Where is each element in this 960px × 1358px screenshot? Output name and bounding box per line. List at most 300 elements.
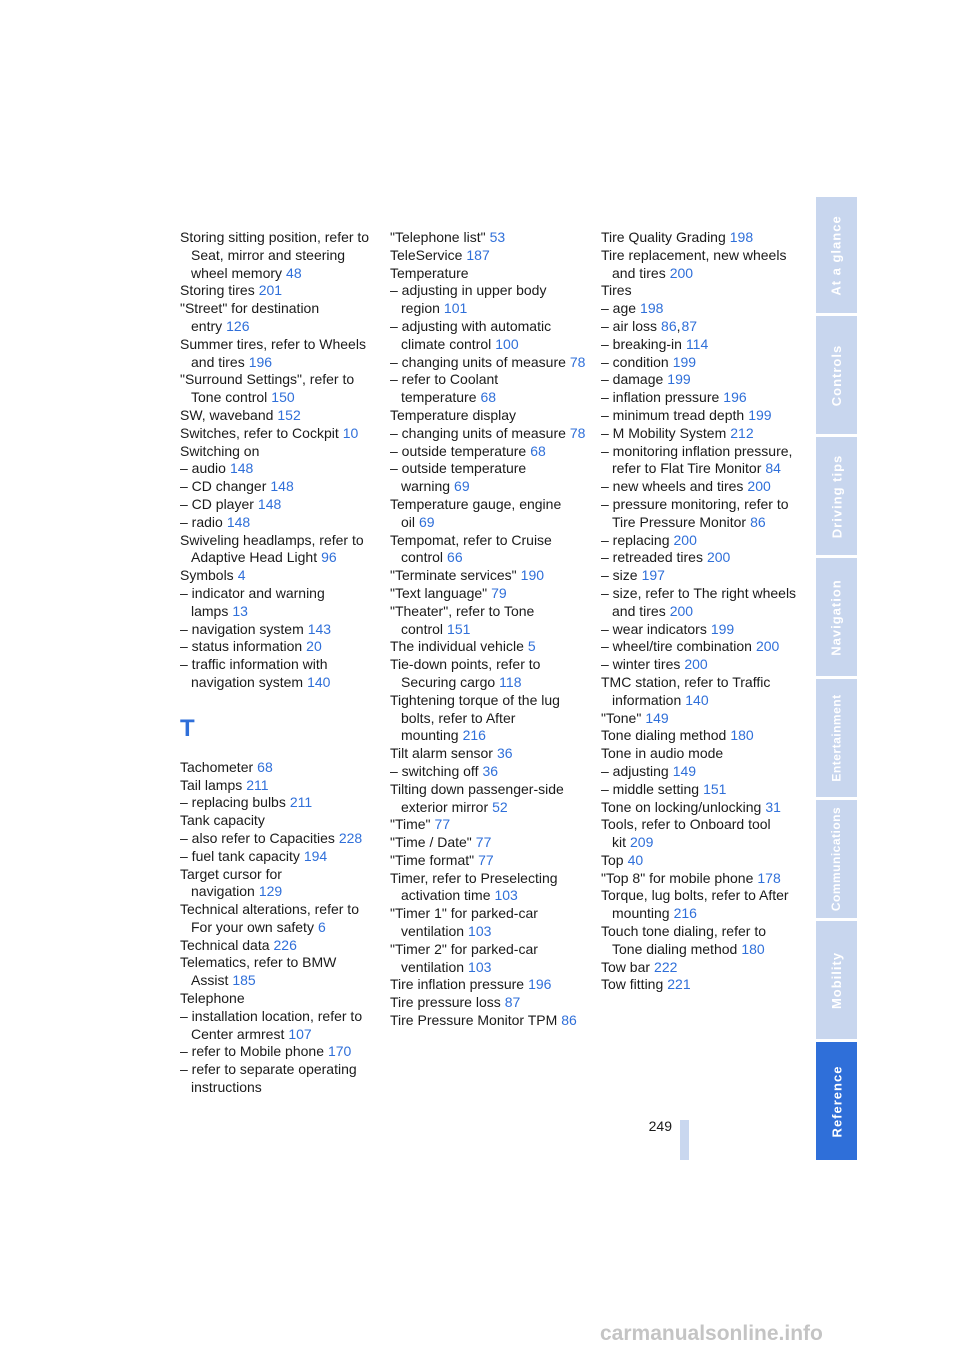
index-entry bbox=[180, 638, 376, 656]
page-link[interactable]: 86 bbox=[561, 1012, 577, 1029]
entry-text: – radio bbox=[180, 513, 223, 530]
entry-text: – installation location, refer to Center armrest bbox=[180, 1007, 363, 1042]
page-link[interactable]: 198 bbox=[729, 229, 754, 245]
index-entry bbox=[180, 514, 376, 532]
page-link[interactable]: 199 bbox=[710, 620, 735, 637]
entry-text: Technical data bbox=[180, 936, 270, 953]
index-entry bbox=[601, 727, 797, 745]
index-entry bbox=[601, 407, 797, 425]
page-link[interactable]: 52 bbox=[492, 798, 508, 815]
page-link[interactable]: 222 bbox=[654, 958, 678, 975]
entry-text: – status information bbox=[180, 638, 303, 655]
page-link[interactable]: 103 bbox=[468, 923, 492, 940]
page-link[interactable]: 31 bbox=[765, 798, 781, 815]
entry-text: Tone in audio mode bbox=[601, 745, 724, 762]
page-link[interactable]: 114 bbox=[685, 335, 709, 352]
entry-text: – outside temperature warning bbox=[390, 460, 527, 495]
index-entry bbox=[601, 674, 797, 710]
index-entry bbox=[390, 852, 586, 870]
index-entry bbox=[390, 905, 586, 941]
entry-text: "Text language" bbox=[390, 584, 488, 601]
page-link[interactable]: 84 bbox=[765, 460, 781, 477]
index-entry bbox=[180, 336, 376, 372]
index-entry bbox=[180, 443, 376, 461]
page-link[interactable]: 200 bbox=[684, 656, 708, 673]
page-link[interactable]: 143 bbox=[307, 620, 332, 637]
entry-text: – navigation system bbox=[180, 620, 304, 637]
page-link[interactable]: 48 bbox=[286, 264, 302, 281]
index-entry bbox=[180, 621, 376, 639]
index-entry bbox=[601, 247, 797, 283]
entry-text: – outside temperature bbox=[390, 442, 527, 459]
page-link[interactable]: 178 bbox=[757, 869, 781, 886]
page-link[interactable]: 200 bbox=[669, 602, 694, 619]
page-link[interactable]: 228 bbox=[338, 829, 363, 846]
index-entry bbox=[601, 389, 797, 407]
page-link[interactable]: 129 bbox=[258, 883, 283, 900]
index-entry bbox=[601, 443, 797, 479]
entry-text: – switching off bbox=[390, 762, 479, 779]
page-link[interactable]: 10 bbox=[342, 424, 359, 441]
entry-text: "Surround Settings", refer to Tone control bbox=[180, 371, 355, 406]
index-entry bbox=[180, 954, 376, 990]
index-entry bbox=[601, 532, 797, 550]
index-entry bbox=[180, 812, 376, 830]
entry-text: "Telephone list" bbox=[390, 229, 486, 245]
entry-text: – CD changer bbox=[180, 478, 267, 495]
page-link[interactable]: 87 bbox=[504, 994, 521, 1011]
entry-text: – changing units of measure bbox=[390, 424, 566, 441]
page-link[interactable]: 68 bbox=[257, 758, 273, 775]
index-entry bbox=[390, 460, 586, 496]
index-entry bbox=[601, 496, 797, 532]
index-entry bbox=[180, 460, 376, 478]
index-entry bbox=[390, 247, 586, 265]
page-link[interactable]: 150 bbox=[271, 389, 295, 406]
entry-text: "Timer 1" for parked-car ventilation bbox=[390, 905, 538, 940]
page-link[interactable]: 199 bbox=[748, 406, 772, 423]
entry-text: – CD player bbox=[180, 495, 254, 512]
index-entry bbox=[180, 407, 376, 425]
index-entry bbox=[601, 282, 797, 300]
entry-text: Target cursor for navigation bbox=[180, 865, 282, 900]
index-entries-s bbox=[180, 229, 376, 692]
index-entry bbox=[601, 781, 797, 799]
entry-text: "Time / Date" bbox=[390, 834, 472, 851]
entry-text: TeleService bbox=[390, 246, 463, 263]
page-link[interactable]: 107 bbox=[288, 1025, 312, 1042]
entry-text: Tow fitting bbox=[601, 976, 664, 993]
index-entries-t bbox=[180, 759, 376, 1097]
index-entry bbox=[180, 848, 376, 866]
entry-text: Tire Quality Grading bbox=[601, 229, 726, 245]
page-link[interactable]: 126 bbox=[226, 317, 250, 334]
entry-text: – changing units of measure bbox=[390, 353, 566, 370]
entry-text: – inflation pressure bbox=[601, 389, 720, 406]
page-link[interactable]: 103 bbox=[494, 887, 518, 904]
page-link[interactable]: 77 bbox=[434, 816, 451, 833]
entry-text: Storing sitting position, refer to Seat, mirror and steering wheel memory bbox=[180, 229, 370, 281]
page-link[interactable]: 199 bbox=[667, 371, 691, 388]
index-entry bbox=[601, 887, 797, 923]
entry-text: – traffic information with navigation system bbox=[180, 656, 328, 690]
index-entry bbox=[601, 425, 797, 443]
entry-text: "Top 8" for mobile phone bbox=[601, 869, 754, 886]
page-link[interactable]: 149 bbox=[645, 709, 669, 726]
index-entry bbox=[180, 532, 376, 568]
index-entry bbox=[601, 318, 797, 336]
index-entry bbox=[390, 532, 586, 568]
index-entry bbox=[601, 976, 797, 994]
page-link[interactable]: 140 bbox=[685, 691, 709, 708]
index-entry bbox=[390, 1012, 586, 1030]
entry-text: Tone dialing method bbox=[601, 727, 727, 744]
page-link[interactable]: 197 bbox=[641, 567, 665, 584]
index-entry bbox=[390, 407, 586, 425]
index-entry bbox=[601, 799, 797, 817]
entry-text: – M Mobility System bbox=[601, 424, 727, 441]
index-column-1 bbox=[180, 229, 376, 1097]
index-entry bbox=[180, 830, 376, 848]
index-entry bbox=[601, 816, 797, 852]
entry-text: Tilt alarm sensor bbox=[390, 745, 493, 762]
entry-text: "Tone" bbox=[601, 709, 642, 726]
index-column-2 bbox=[390, 229, 586, 1030]
index-entry bbox=[601, 229, 797, 247]
page-link[interactable]: 180 bbox=[730, 727, 754, 744]
index-entry bbox=[601, 621, 797, 639]
entry-text: Tire replacement, new wheels and tires bbox=[601, 246, 787, 281]
entry-text: – adjusting in upper body region bbox=[390, 282, 547, 317]
page-link[interactable]: 148 bbox=[226, 513, 251, 530]
entry-text: TMC station, refer to Traffic information bbox=[601, 673, 771, 708]
index-entry bbox=[180, 371, 376, 407]
entry-text: – size, refer to The right wheels and tires bbox=[601, 584, 797, 619]
index-entry bbox=[601, 567, 797, 585]
index-entry bbox=[180, 300, 376, 336]
index-entry bbox=[601, 763, 797, 781]
entry-text: – replacing bbox=[601, 531, 670, 548]
index-entry bbox=[601, 638, 797, 656]
page-link[interactable]: 196 bbox=[528, 976, 552, 993]
page-separator: , bbox=[676, 317, 681, 334]
index-entry bbox=[601, 710, 797, 728]
index-entry bbox=[390, 870, 586, 906]
page-link[interactable]: 68 bbox=[530, 442, 546, 459]
index-entry bbox=[180, 794, 376, 812]
page-link[interactable]: 69 bbox=[454, 478, 470, 495]
page-link[interactable]: 211 bbox=[289, 794, 313, 811]
entry-text: – retreaded tires bbox=[601, 549, 703, 566]
tab-reference[interactable]: Reference bbox=[816, 1042, 857, 1160]
page-link[interactable]: 209 bbox=[630, 834, 654, 851]
tab-entertainment[interactable]: Entertainment bbox=[816, 679, 857, 797]
index-entry bbox=[601, 549, 797, 567]
page-link[interactable]: 170 bbox=[327, 1043, 352, 1060]
index-entry bbox=[601, 585, 797, 621]
index-entry bbox=[390, 265, 586, 283]
page-link[interactable]: 100 bbox=[495, 335, 519, 352]
entry-text: Swiveling headlamps, refer to Adaptive Head Light bbox=[180, 531, 364, 566]
page-link[interactable]: 103 bbox=[468, 958, 492, 975]
index-entry bbox=[180, 496, 376, 514]
page-link[interactable]: 13 bbox=[232, 602, 248, 619]
entry-text: Tachometer bbox=[180, 758, 254, 775]
entry-text: – indicator and warning lamps bbox=[180, 584, 325, 619]
page-link[interactable]: 200 bbox=[755, 638, 780, 655]
page-link[interactable]: 196 bbox=[248, 353, 273, 370]
entry-text: Temperature gauge, engine oil bbox=[390, 495, 562, 530]
index-entry bbox=[180, 866, 376, 902]
index-entry bbox=[601, 300, 797, 318]
page-link[interactable]: 5 bbox=[527, 638, 536, 655]
entry-text: Switches, refer to Cockpit bbox=[180, 424, 339, 441]
entry-text: "Time format" bbox=[390, 851, 475, 868]
index-entry bbox=[601, 354, 797, 372]
entry-text: "Time" bbox=[390, 816, 431, 833]
page-link[interactable]: 196 bbox=[723, 389, 747, 406]
index-entry bbox=[180, 901, 376, 937]
entry-text: Tire pressure loss bbox=[390, 994, 501, 1011]
page-link[interactable]: 53 bbox=[489, 229, 506, 245]
page-link[interactable]: 36 bbox=[496, 745, 513, 762]
entry-text: Top bbox=[601, 851, 624, 868]
entry-text: Telephone bbox=[180, 990, 245, 1007]
entry-text: Tires bbox=[601, 282, 632, 299]
watermark-logo: carmanualsonline.info bbox=[600, 1322, 823, 1345]
entry-text: – wheel/tire combination bbox=[601, 638, 752, 655]
index-entry bbox=[180, 777, 376, 795]
page-link[interactable]: 211 bbox=[246, 776, 269, 793]
index-entry bbox=[390, 976, 586, 994]
entry-text: – pressure monitoring, refer to Tire Pressure Monitor bbox=[601, 495, 789, 530]
index-entry bbox=[390, 834, 586, 852]
entry-text: Tire Pressure Monitor TPM bbox=[390, 1012, 558, 1029]
page-link[interactable]: 221 bbox=[667, 976, 691, 993]
page-link[interactable]: 140 bbox=[307, 673, 331, 690]
page-link[interactable]: 180 bbox=[741, 940, 765, 957]
index-entry bbox=[390, 781, 586, 817]
page-link[interactable]: 201 bbox=[258, 282, 283, 299]
index-entry bbox=[390, 745, 586, 763]
page-link[interactable]: 149 bbox=[672, 762, 697, 779]
page-link[interactable]: 200 bbox=[669, 264, 694, 281]
entry-text: – monitoring inflation pressure, refer to Flat Tire Monitor bbox=[601, 442, 793, 477]
page-link[interactable]: 118 bbox=[499, 673, 522, 690]
page-link[interactable]: 78 bbox=[569, 353, 586, 370]
page-link[interactable]: 96 bbox=[321, 549, 337, 566]
entry-text: – replacing bulbs bbox=[180, 794, 286, 811]
index-entry bbox=[601, 336, 797, 354]
entry-text: – size bbox=[601, 567, 638, 584]
index-entry bbox=[390, 656, 586, 692]
page-link[interactable]: 77 bbox=[478, 851, 494, 868]
index-entry bbox=[390, 443, 586, 461]
index-entry bbox=[180, 937, 376, 955]
tab-mobility[interactable]: Mobility bbox=[816, 921, 857, 1039]
index-entry bbox=[390, 282, 586, 318]
page-link[interactable]: 199 bbox=[672, 353, 697, 370]
entry-text: Tow bar bbox=[601, 958, 651, 975]
page-link[interactable]: 101 bbox=[443, 300, 468, 317]
entry-text: Telematics, refer to BMW Assist bbox=[180, 954, 337, 989]
index-entry bbox=[390, 229, 586, 247]
page-link[interactable]: 216 bbox=[462, 727, 486, 744]
entry-text: Tempomat, refer to Cruise control bbox=[390, 531, 552, 566]
page-link[interactable]: 151 bbox=[447, 620, 471, 637]
tab-communications[interactable]: Communications bbox=[816, 800, 857, 918]
page-link[interactable]: 87 bbox=[681, 317, 698, 334]
index-entry bbox=[180, 1061, 376, 1097]
page-link[interactable]: 20 bbox=[306, 638, 322, 655]
page-link[interactable]: 200 bbox=[673, 531, 697, 548]
page-link[interactable]: 194 bbox=[303, 847, 328, 864]
tab-controls[interactable]: Controls bbox=[816, 316, 857, 434]
page-number-bar bbox=[680, 1120, 689, 1160]
entry-text: – adjusting bbox=[601, 762, 669, 779]
index-entry bbox=[390, 371, 586, 407]
page-link[interactable]: 148 bbox=[229, 460, 254, 477]
index-entry bbox=[601, 923, 797, 959]
entry-text: Switching on bbox=[180, 442, 260, 459]
index-entry bbox=[390, 567, 586, 585]
entry-text: Torque, lug bolts, refer to After mounting bbox=[601, 887, 789, 922]
page-link[interactable]: 198 bbox=[640, 300, 664, 317]
index-entry bbox=[601, 745, 797, 763]
entry-text: – damage bbox=[601, 371, 664, 388]
index-entry bbox=[180, 229, 376, 282]
page-link[interactable]: 78 bbox=[569, 424, 586, 441]
index-column-3 bbox=[601, 229, 797, 994]
page-link[interactable]: 152 bbox=[277, 406, 301, 423]
entry-text: Tank capacity bbox=[180, 812, 265, 829]
index-entry bbox=[390, 994, 586, 1012]
page-link[interactable]: 148 bbox=[257, 495, 282, 512]
entry-text: "Timer 2" for parked-car ventilation bbox=[390, 940, 538, 975]
entry-text: Tone on locking/unlocking bbox=[601, 798, 762, 815]
entry-text: Timer, refer to Preselecting activation time bbox=[390, 869, 558, 904]
page-link[interactable]: 151 bbox=[703, 780, 727, 797]
page-link[interactable]: 86 bbox=[750, 513, 766, 530]
index-entry bbox=[601, 656, 797, 674]
page-link[interactable]: 200 bbox=[747, 478, 771, 495]
entry-text: Storing tires bbox=[180, 282, 255, 299]
page-link[interactable]: 148 bbox=[270, 478, 294, 495]
tab-driving-tips[interactable]: Driving tips bbox=[816, 437, 857, 555]
entry-text: – refer to Mobile phone bbox=[180, 1043, 324, 1060]
index-entry bbox=[390, 585, 586, 603]
entry-text: – new wheels and tires bbox=[601, 478, 744, 495]
entry-text: Tools, refer to Onboard tool kit bbox=[601, 816, 771, 851]
page-link[interactable]: 185 bbox=[232, 972, 256, 989]
page-link[interactable]: 4 bbox=[237, 567, 246, 584]
entry-text: Tie-down points, refer to Securing cargo bbox=[390, 656, 541, 690]
entry-text: – fuel tank capacity bbox=[180, 847, 300, 864]
index-entry bbox=[180, 656, 376, 692]
index-entry bbox=[180, 585, 376, 621]
index-entry bbox=[390, 941, 586, 977]
entry-text: – condition bbox=[601, 353, 669, 370]
page-link[interactable]: 212 bbox=[730, 424, 754, 441]
entry-text: SW, waveband bbox=[180, 406, 274, 423]
page-link[interactable]: 187 bbox=[466, 246, 490, 263]
entry-text: – minimum tread depth bbox=[601, 406, 745, 423]
index-entry bbox=[390, 318, 586, 354]
index-entry bbox=[390, 354, 586, 372]
index-entry bbox=[390, 425, 586, 443]
index-entry bbox=[390, 638, 586, 656]
entry-text: – refer to separate operating instructions bbox=[180, 1061, 357, 1096]
page-link[interactable]: 226 bbox=[273, 936, 297, 953]
page-link[interactable]: 79 bbox=[491, 584, 507, 601]
page-link[interactable]: 36 bbox=[482, 762, 499, 779]
index-entry bbox=[180, 1008, 376, 1044]
entry-text: Symbols bbox=[180, 567, 234, 584]
index-entry bbox=[180, 990, 376, 1008]
tab-navigation[interactable]: Navigation bbox=[816, 558, 857, 676]
index-entry bbox=[390, 816, 586, 834]
page-link[interactable]: 86 bbox=[661, 317, 677, 334]
tab-at-a-glance[interactable]: At a glance bbox=[816, 197, 857, 313]
page-number: 249 bbox=[648, 1118, 672, 1134]
entry-text: – refer to Coolant temperature bbox=[390, 371, 499, 406]
page-link[interactable]: 190 bbox=[520, 567, 545, 584]
entry-text: Temperature display bbox=[390, 406, 517, 423]
entry-text: Tire inflation pressure bbox=[390, 976, 525, 993]
page-link[interactable]: 200 bbox=[706, 549, 731, 566]
index-entry bbox=[180, 1043, 376, 1061]
entry-text: Temperature bbox=[390, 264, 469, 281]
entry-text: "Theater", refer to Tone control bbox=[390, 602, 535, 637]
entry-text: The individual vehicle bbox=[390, 638, 524, 655]
entry-text: – air loss bbox=[601, 317, 658, 334]
page-link[interactable]: 216 bbox=[673, 905, 697, 922]
index-entry bbox=[180, 282, 376, 300]
entry-text: – winter tires bbox=[601, 656, 681, 673]
index-entry bbox=[180, 478, 376, 496]
entry-text: – wear indicators bbox=[601, 620, 707, 637]
entry-text: – age bbox=[601, 300, 637, 317]
entry-text: – adjusting with automatic climate control bbox=[390, 317, 552, 352]
index-entry bbox=[390, 496, 586, 532]
index-entry bbox=[390, 603, 586, 639]
index-entry bbox=[180, 567, 376, 585]
entry-text: – middle setting bbox=[601, 780, 700, 797]
page-link[interactable]: 66 bbox=[447, 549, 463, 566]
entry-text: – audio bbox=[180, 460, 226, 477]
section-letter: T bbox=[180, 714, 195, 742]
entry-text: Tail lamps bbox=[180, 776, 243, 793]
index-entry bbox=[601, 478, 797, 496]
entry-text: Tightening torque of the lug bolts, refer to After mounting bbox=[390, 691, 560, 744]
index-entry bbox=[601, 959, 797, 977]
chapter-sidebar bbox=[816, 197, 857, 1160]
page-link[interactable]: 69 bbox=[419, 513, 435, 530]
entry-text: Technical alterations, refer to For your own safety bbox=[180, 901, 359, 935]
index-entry bbox=[180, 759, 376, 777]
index-entry bbox=[390, 763, 586, 781]
entry-text: – breaking-in bbox=[601, 335, 682, 352]
page-link[interactable]: 6 bbox=[317, 918, 326, 935]
entry-text: Summer tires, refer to Wheels and tires bbox=[180, 335, 366, 370]
page-link[interactable]: 77 bbox=[475, 834, 492, 851]
index-entry bbox=[390, 692, 586, 745]
page-link[interactable]: 40 bbox=[627, 851, 644, 868]
page-link[interactable]: 68 bbox=[480, 389, 497, 406]
index-entry bbox=[180, 425, 376, 443]
index-entry bbox=[601, 371, 797, 389]
entry-text: "Street" for destination entry bbox=[180, 300, 320, 334]
